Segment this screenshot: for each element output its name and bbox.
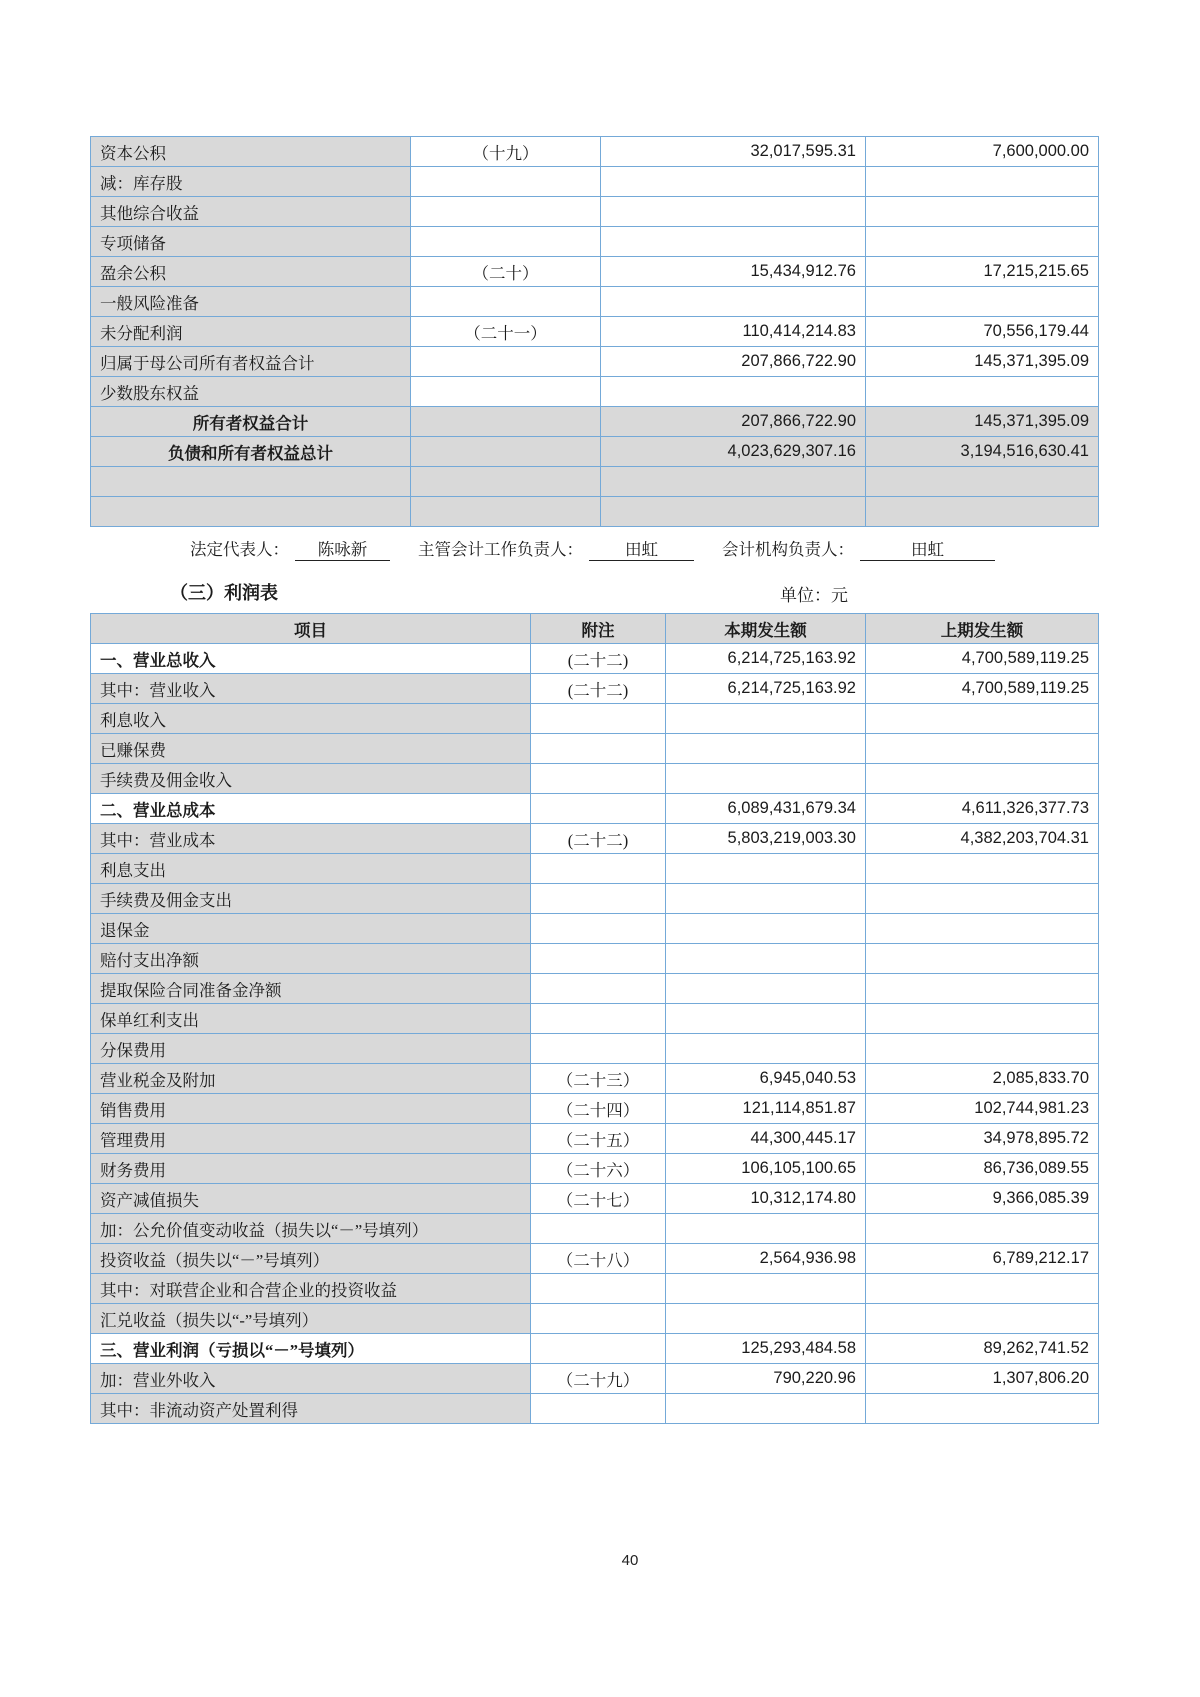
cell-current-amount: [601, 497, 866, 527]
column-header: 上期发生额: [866, 614, 1099, 644]
cell-note: [411, 407, 601, 437]
cell-previous-amount: 34,978,895.72: [866, 1124, 1099, 1154]
cell-item: 提取保险合同准备金净额: [91, 974, 531, 1004]
chief-accountant-name: 田虹: [589, 536, 694, 561]
cell-note: [411, 377, 601, 407]
page-number: 40: [621, 1552, 639, 1569]
cell-note: [411, 497, 601, 527]
table-row: [91, 944, 1099, 974]
cell-previous-amount: 3,194,516,630.41: [866, 437, 1099, 467]
cell-item: 其中：对联营企业和合营企业的投资收益: [91, 1274, 531, 1304]
cell-current-amount: 6,089,431,679.34: [666, 794, 866, 824]
cell-note: [411, 287, 601, 317]
cell-previous-amount: [866, 1214, 1099, 1244]
column-header: 本期发生额: [666, 614, 866, 644]
cell-item: 销售费用: [91, 1094, 531, 1124]
cell-note: [411, 437, 601, 467]
cell-previous-amount: [866, 914, 1099, 944]
cell-item: 手续费及佣金支出: [91, 884, 531, 914]
table-row: [91, 1094, 1099, 1124]
cell-note: （二十一）: [411, 317, 601, 347]
cell-item: 利息收入: [91, 704, 531, 734]
cell-note: [531, 1274, 666, 1304]
cell-item: 营业税金及附加: [91, 1064, 531, 1094]
cell-item: 加：营业外收入: [91, 1364, 531, 1394]
cell-current-amount: [601, 287, 866, 317]
cell-item: 其中：营业成本: [91, 824, 531, 854]
income-statement-header-row: [91, 614, 1099, 644]
cell-current-amount: 44,300,445.17: [666, 1124, 866, 1154]
income-statement-table: [90, 613, 1099, 1424]
cell-previous-amount: [866, 884, 1099, 914]
cell-previous-amount: [866, 944, 1099, 974]
chief-accountant-label: 主管会计工作负责人：: [418, 540, 583, 559]
cell-current-amount: [666, 944, 866, 974]
cell-current-amount: [666, 974, 866, 1004]
cell-note: [531, 794, 666, 824]
table-row: [91, 764, 1099, 794]
table-row: [91, 1244, 1099, 1274]
table-row: [91, 1034, 1099, 1064]
table-row: [91, 884, 1099, 914]
table-row: [91, 734, 1099, 764]
cell-previous-amount: [866, 854, 1099, 884]
table-row: [91, 227, 1099, 257]
cell-item: 加：公允价值变动收益（损失以“－”号填列）: [91, 1214, 531, 1244]
cell-item: 负债和所有者权益总计: [91, 437, 411, 467]
cell-item: 一般风险准备: [91, 287, 411, 317]
cell-item: 其他综合收益: [91, 197, 411, 227]
cell-current-amount: [666, 1394, 866, 1424]
cell-item: [91, 467, 411, 497]
cell-current-amount: [666, 884, 866, 914]
cell-previous-amount: 2,085,833.70: [866, 1064, 1099, 1094]
table-row: [91, 1394, 1099, 1424]
cell-previous-amount: [866, 287, 1099, 317]
cell-previous-amount: 4,700,589,119.25: [866, 674, 1099, 704]
cell-current-amount: 4,023,629,307.16: [601, 437, 866, 467]
cell-current-amount: [666, 1214, 866, 1244]
cell-item: 赔付支出净额: [91, 944, 531, 974]
table-row: [91, 257, 1099, 287]
cell-current-amount: [666, 854, 866, 884]
table-row: [91, 674, 1099, 704]
cell-note: [411, 197, 601, 227]
cell-current-amount: [601, 197, 866, 227]
table-row: [91, 467, 1099, 497]
cell-note: [531, 1214, 666, 1244]
table-row: [91, 407, 1099, 437]
cell-previous-amount: 4,700,589,119.25: [866, 644, 1099, 674]
cell-note: [411, 467, 601, 497]
cell-note: （二十八）: [531, 1244, 666, 1274]
table-row: [91, 497, 1099, 527]
cell-current-amount: 125,293,484.58: [666, 1334, 866, 1364]
cell-current-amount: 6,214,725,163.92: [666, 674, 866, 704]
cell-note: [531, 1304, 666, 1334]
cell-current-amount: [666, 1004, 866, 1034]
cell-item: 汇兑收益（损失以“-”号填列）: [91, 1304, 531, 1334]
cell-previous-amount: [866, 1274, 1099, 1304]
cell-note: [531, 854, 666, 884]
cell-note: (二十二): [531, 674, 666, 704]
legal-rep-name: 陈咏新: [295, 536, 390, 561]
cell-item: 财务费用: [91, 1154, 531, 1184]
cell-item: 其中：营业收入: [91, 674, 531, 704]
cell-current-amount: 32,017,595.31: [601, 137, 866, 167]
cell-item: 分保费用: [91, 1034, 531, 1064]
cell-note: （十九）: [411, 137, 601, 167]
table-row: [91, 794, 1099, 824]
cell-current-amount: [601, 167, 866, 197]
table-row: [91, 197, 1099, 227]
table-row: [91, 317, 1099, 347]
legal-rep-label: 法定代表人：: [190, 540, 289, 559]
table-row: [91, 824, 1099, 854]
cell-item: 投资收益（损失以“－”号填列）: [91, 1244, 531, 1274]
cell-current-amount: 6,214,725,163.92: [666, 644, 866, 674]
cell-previous-amount: [866, 377, 1099, 407]
table-row: [91, 1154, 1099, 1184]
cell-note: [531, 1004, 666, 1034]
table-row: [91, 287, 1099, 317]
cell-current-amount: 207,866,722.90: [601, 407, 866, 437]
cell-previous-amount: [866, 167, 1099, 197]
table-row: [91, 347, 1099, 377]
table-row: [91, 1184, 1099, 1214]
cell-previous-amount: [866, 467, 1099, 497]
table-row: [91, 1064, 1099, 1094]
cell-item: 未分配利润: [91, 317, 411, 347]
cell-item: 管理费用: [91, 1124, 531, 1154]
cell-previous-amount: 86,736,089.55: [866, 1154, 1099, 1184]
cell-previous-amount: 9,366,085.39: [866, 1184, 1099, 1214]
cell-item: 少数股东权益: [91, 377, 411, 407]
cell-previous-amount: [866, 764, 1099, 794]
cell-note: [531, 914, 666, 944]
cell-item: 资本公积: [91, 137, 411, 167]
cell-previous-amount: [866, 974, 1099, 1004]
table-row: [91, 704, 1099, 734]
cell-item: 所有者权益合计: [91, 407, 411, 437]
table-row: [91, 1004, 1099, 1034]
cell-current-amount: [601, 227, 866, 257]
cell-current-amount: [601, 377, 866, 407]
cell-current-amount: 207,866,722.90: [601, 347, 866, 377]
cell-note: （二十六）: [531, 1154, 666, 1184]
table-row: [91, 1334, 1099, 1364]
cell-previous-amount: [866, 497, 1099, 527]
cell-previous-amount: 4,382,203,704.31: [866, 824, 1099, 854]
column-header: 项目: [91, 614, 531, 644]
cell-previous-amount: [866, 1034, 1099, 1064]
cell-current-amount: [666, 734, 866, 764]
table-row: [91, 1214, 1099, 1244]
cell-previous-amount: [866, 1394, 1099, 1424]
cell-item: 手续费及佣金收入: [91, 764, 531, 794]
cell-item: 利息支出: [91, 854, 531, 884]
section-title: （三）利润表: [170, 583, 278, 603]
cell-previous-amount: 4,611,326,377.73: [866, 794, 1099, 824]
table-row: [91, 854, 1099, 884]
cell-current-amount: 5,803,219,003.30: [666, 824, 866, 854]
cell-previous-amount: 17,215,215.65: [866, 257, 1099, 287]
cell-note: [411, 227, 601, 257]
table-row: [91, 974, 1099, 1004]
table-row: [91, 167, 1099, 197]
cell-note: (二十二): [531, 824, 666, 854]
cell-note: [531, 1394, 666, 1424]
cell-note: [531, 944, 666, 974]
column-header: 附注: [531, 614, 666, 644]
cell-item: 专项储备: [91, 227, 411, 257]
cell-previous-amount: [866, 734, 1099, 764]
cell-current-amount: [666, 764, 866, 794]
cell-item: 盈余公积: [91, 257, 411, 287]
cell-current-amount: [666, 914, 866, 944]
cell-current-amount: 15,434,912.76: [601, 257, 866, 287]
cell-item: 资产减值损失: [91, 1184, 531, 1214]
cell-note: （二十七）: [531, 1184, 666, 1214]
cell-current-amount: 110,414,214.83: [601, 317, 866, 347]
cell-current-amount: [666, 1034, 866, 1064]
cell-previous-amount: [866, 1304, 1099, 1334]
cell-previous-amount: [866, 197, 1099, 227]
table-row: [91, 1364, 1099, 1394]
table-row: [91, 1274, 1099, 1304]
accounting-dept-label: 会计机构负责人：: [722, 540, 854, 559]
unit-label: 单位：元: [780, 586, 848, 605]
cell-note: [531, 974, 666, 1004]
table-row: [91, 377, 1099, 407]
cell-previous-amount: 89,262,741.52: [866, 1334, 1099, 1364]
cell-current-amount: [666, 1274, 866, 1304]
table-row: [91, 644, 1099, 674]
table-row: [91, 437, 1099, 467]
cell-item: 已赚保费: [91, 734, 531, 764]
cell-previous-amount: 6,789,212.17: [866, 1244, 1099, 1274]
cell-previous-amount: 7,600,000.00: [866, 137, 1099, 167]
cell-previous-amount: 145,371,395.09: [866, 347, 1099, 377]
cell-item: [91, 497, 411, 527]
cell-note: （二十九）: [531, 1364, 666, 1394]
cell-item: 退保金: [91, 914, 531, 944]
cell-note: [531, 884, 666, 914]
cell-note: [411, 347, 601, 377]
cell-note: [531, 764, 666, 794]
cell-previous-amount: [866, 704, 1099, 734]
cell-note: （二十四）: [531, 1094, 666, 1124]
cell-item: 归属于母公司所有者权益合计: [91, 347, 411, 377]
cell-previous-amount: 145,371,395.09: [866, 407, 1099, 437]
cell-current-amount: 6,945,040.53: [666, 1064, 866, 1094]
cell-note: （二十五）: [531, 1124, 666, 1154]
table-row: [91, 137, 1099, 167]
cell-current-amount: 121,114,851.87: [666, 1094, 866, 1124]
cell-note: [531, 734, 666, 764]
cell-current-amount: 790,220.96: [666, 1364, 866, 1394]
cell-item: 一、营业总收入: [91, 644, 531, 674]
cell-note: [531, 1334, 666, 1364]
cell-note: [531, 1034, 666, 1064]
cell-item: 其中：非流动资产处置利得: [91, 1394, 531, 1424]
cell-previous-amount: [866, 1004, 1099, 1034]
cell-current-amount: 2,564,936.98: [666, 1244, 866, 1274]
cell-item: 保单红利支出: [91, 1004, 531, 1034]
cell-note: (二十二): [531, 644, 666, 674]
cell-current-amount: [666, 704, 866, 734]
cell-current-amount: [601, 467, 866, 497]
table-row: [91, 1124, 1099, 1154]
table-row: [91, 914, 1099, 944]
cell-note: （二十三）: [531, 1064, 666, 1094]
cell-previous-amount: 70,556,179.44: [866, 317, 1099, 347]
cell-previous-amount: 102,744,981.23: [866, 1094, 1099, 1124]
table-row: [91, 1304, 1099, 1334]
cell-current-amount: 106,105,100.65: [666, 1154, 866, 1184]
cell-note: [531, 704, 666, 734]
cell-current-amount: 10,312,174.80: [666, 1184, 866, 1214]
cell-previous-amount: [866, 227, 1099, 257]
accounting-dept-name: 田虹: [860, 536, 995, 561]
cell-previous-amount: 1,307,806.20: [866, 1364, 1099, 1394]
balance-sheet-table: [90, 136, 1099, 527]
signature-line: [190, 536, 1090, 561]
cell-item: 三、营业利润（亏损以“－”号填列）: [91, 1334, 531, 1364]
cell-note: [411, 167, 601, 197]
cell-item: 减：库存股: [91, 167, 411, 197]
cell-note: （二十）: [411, 257, 601, 287]
cell-item: 二、营业总成本: [91, 794, 531, 824]
cell-current-amount: [666, 1304, 866, 1334]
